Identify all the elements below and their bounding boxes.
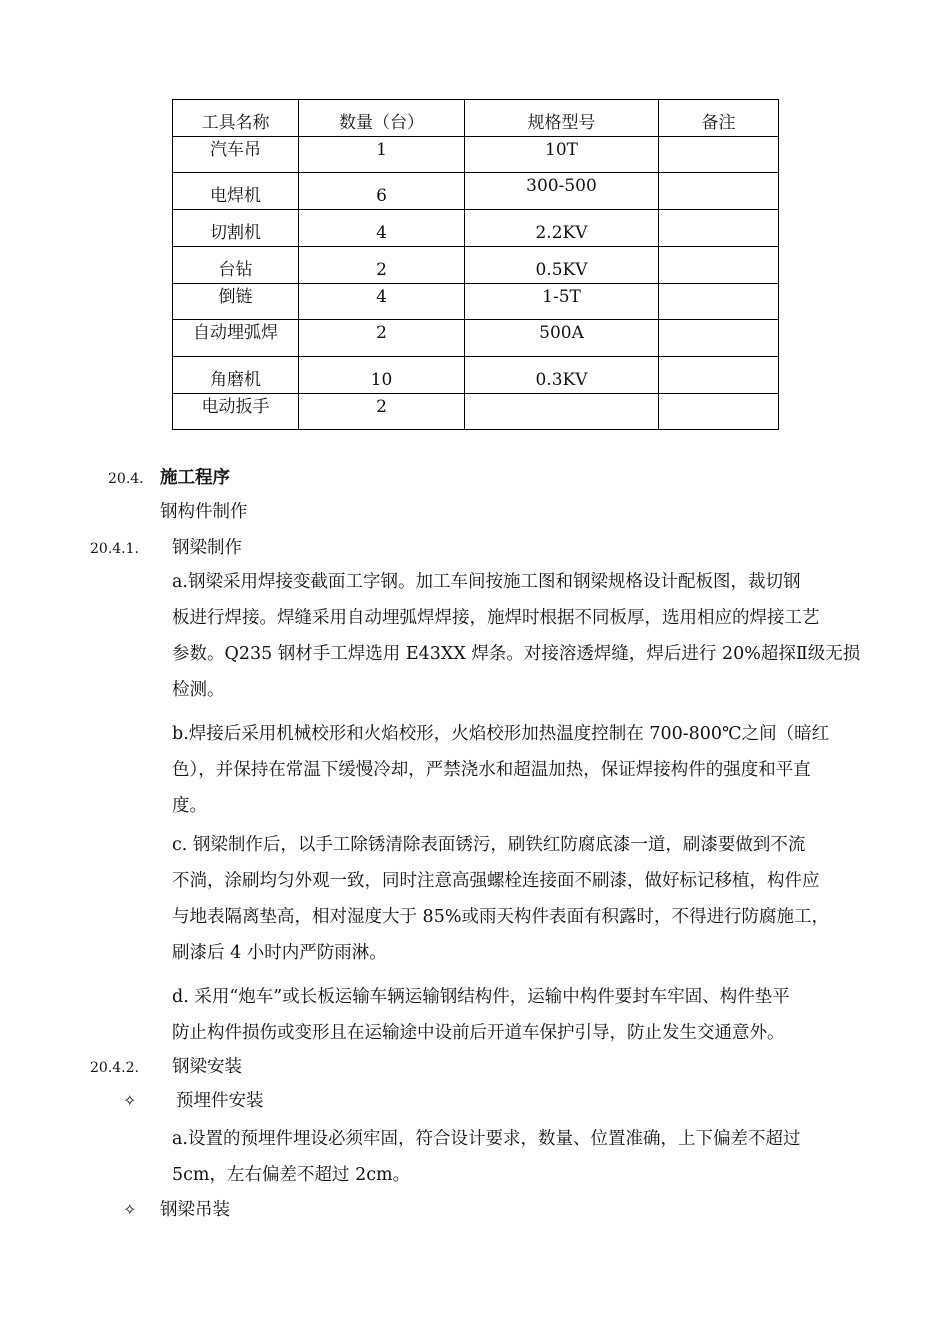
- table-cell: 500A: [465, 320, 659, 357]
- text-line: 与地表隔离垫高，相对湿度大于 85%或雨天构件表面有积露时，不得进行防腐施工，: [172, 907, 829, 927]
- text-line: d. 采用“炮车”或长板运输车辆运输钢结构件，运输中构件要封车牢固、构件垫平: [172, 987, 790, 1007]
- text-line: 板进行焊接。焊缝采用自动埋弧焊焊接，施焊时根据不同板厚，选用相应的焊接工艺: [172, 608, 820, 628]
- text-line: c. 钢梁制作后，以手工除锈清除表面锈污，刷铁红防腐底漆一道，刷漆要做到不流: [172, 835, 806, 855]
- text-line: a.设置的预埋件埋设必须牢固，符合设计要求，数量、位置准确，上下偏差不超过: [172, 1129, 801, 1149]
- text-line: b.焊接后采用机械校形和火焰校形，火焰校形加热温度控制在 700-800℃之间（暗红: [172, 724, 830, 744]
- table-cell: 0.5KV: [465, 247, 659, 284]
- bullet-item: 预埋件安装: [176, 1091, 264, 1111]
- table-cell: [659, 173, 779, 210]
- text-line: 度。: [172, 796, 207, 816]
- table-cell: 汽车吊: [173, 137, 299, 173]
- subsection-title: 钢梁安装: [172, 1057, 242, 1077]
- subsection-title: 钢梁制作: [172, 538, 242, 558]
- table-row: [173, 210, 779, 247]
- header-cell: 备注: [659, 100, 779, 137]
- table-row: [173, 394, 779, 430]
- table-cell: [659, 247, 779, 284]
- text-line: 5cm，左右偏差不超过 2cm。: [172, 1165, 411, 1185]
- table-cell: 1-5T: [465, 284, 659, 320]
- table-row: [173, 320, 779, 357]
- table-row: [173, 173, 779, 210]
- table-cell: 切割机: [173, 210, 299, 247]
- subsection-number: 20.4.2.: [90, 1060, 139, 1076]
- table-row: [173, 247, 779, 284]
- paragraph-e: [172, 1121, 862, 1193]
- paragraph-c: [172, 827, 862, 971]
- table-cell: 台钻: [173, 247, 299, 284]
- text-line: 参数。Q235 钢材手工焊选用 E43XX 焊条。对接溶透焊缝，焊后进行 20%超探Ⅱ级无损: [172, 644, 861, 664]
- diamond-bullet-icon: ✧: [123, 1091, 137, 1110]
- subsection-number: 20.4.1.: [90, 541, 139, 557]
- paragraph-b: [172, 716, 862, 824]
- table-cell: 10T: [465, 137, 659, 173]
- section-subtitle: 钢构件制作: [160, 502, 248, 522]
- paragraph-d: [172, 979, 862, 1051]
- header-cell: 工具名称: [173, 100, 299, 137]
- table-cell: 1: [299, 137, 465, 173]
- text-line: 色），并保持在常温下缓慢冷却，严禁浇水和超温加热，保证焊接构件的强度和平直: [172, 760, 811, 780]
- table-row: [173, 357, 779, 394]
- table-cell: 倒链: [173, 284, 299, 320]
- table-cell: 0.3KV: [465, 357, 659, 394]
- table-cell: [659, 357, 779, 394]
- table-cell: 2: [299, 320, 465, 357]
- table-cell: [659, 137, 779, 173]
- table-cell: 2.2KV: [465, 210, 659, 247]
- table-cell: 300-500: [465, 173, 659, 210]
- table-cell: 4: [299, 284, 465, 320]
- bullet-item: 钢梁吊装: [160, 1200, 230, 1220]
- table-cell: 6: [299, 173, 465, 210]
- diamond-bullet-icon: ✧: [123, 1200, 137, 1219]
- text-line: 防止构件损伤或变形且在运输途中设前后开道车保护引导，防止发生交通意外。: [172, 1023, 785, 1043]
- paragraph-a: [172, 564, 862, 708]
- table-row: [173, 137, 779, 173]
- tools-table: [172, 99, 779, 430]
- table-cell: [659, 284, 779, 320]
- table-cell: [659, 320, 779, 357]
- section-number: 20.4.: [108, 471, 144, 487]
- table-cell: 角磨机: [173, 357, 299, 394]
- header-cell: 数量（台）: [299, 100, 465, 137]
- table-cell: [659, 210, 779, 247]
- table-cell: [659, 394, 779, 430]
- header-cell: 规格型号: [465, 100, 659, 137]
- table-cell: 10: [299, 357, 465, 394]
- table-cell: 2: [299, 394, 465, 430]
- table-cell: 电动扳手: [173, 394, 299, 430]
- text-line: 不淌，涂刷均匀外观一致，同时注意高强螺栓连接面不刷漆，做好标记移植，构件应: [172, 871, 820, 891]
- table-cell: [465, 394, 659, 430]
- text-line: a.钢梁采用焊接变截面工字钢。加工车间按施工图和钢梁规格设计配板图，裁切钢: [172, 572, 801, 592]
- table-cell: 4: [299, 210, 465, 247]
- text-line: 刷漆后 4 小时内严防雨淋。: [172, 943, 387, 963]
- table-cell: 2: [299, 247, 465, 284]
- table-row: [173, 284, 779, 320]
- text-line: 检测。: [172, 680, 225, 700]
- table-cell: 电焊机: [173, 173, 299, 210]
- section-title: 施工程序: [160, 468, 230, 488]
- table-cell: 自动埋弧焊: [173, 320, 299, 357]
